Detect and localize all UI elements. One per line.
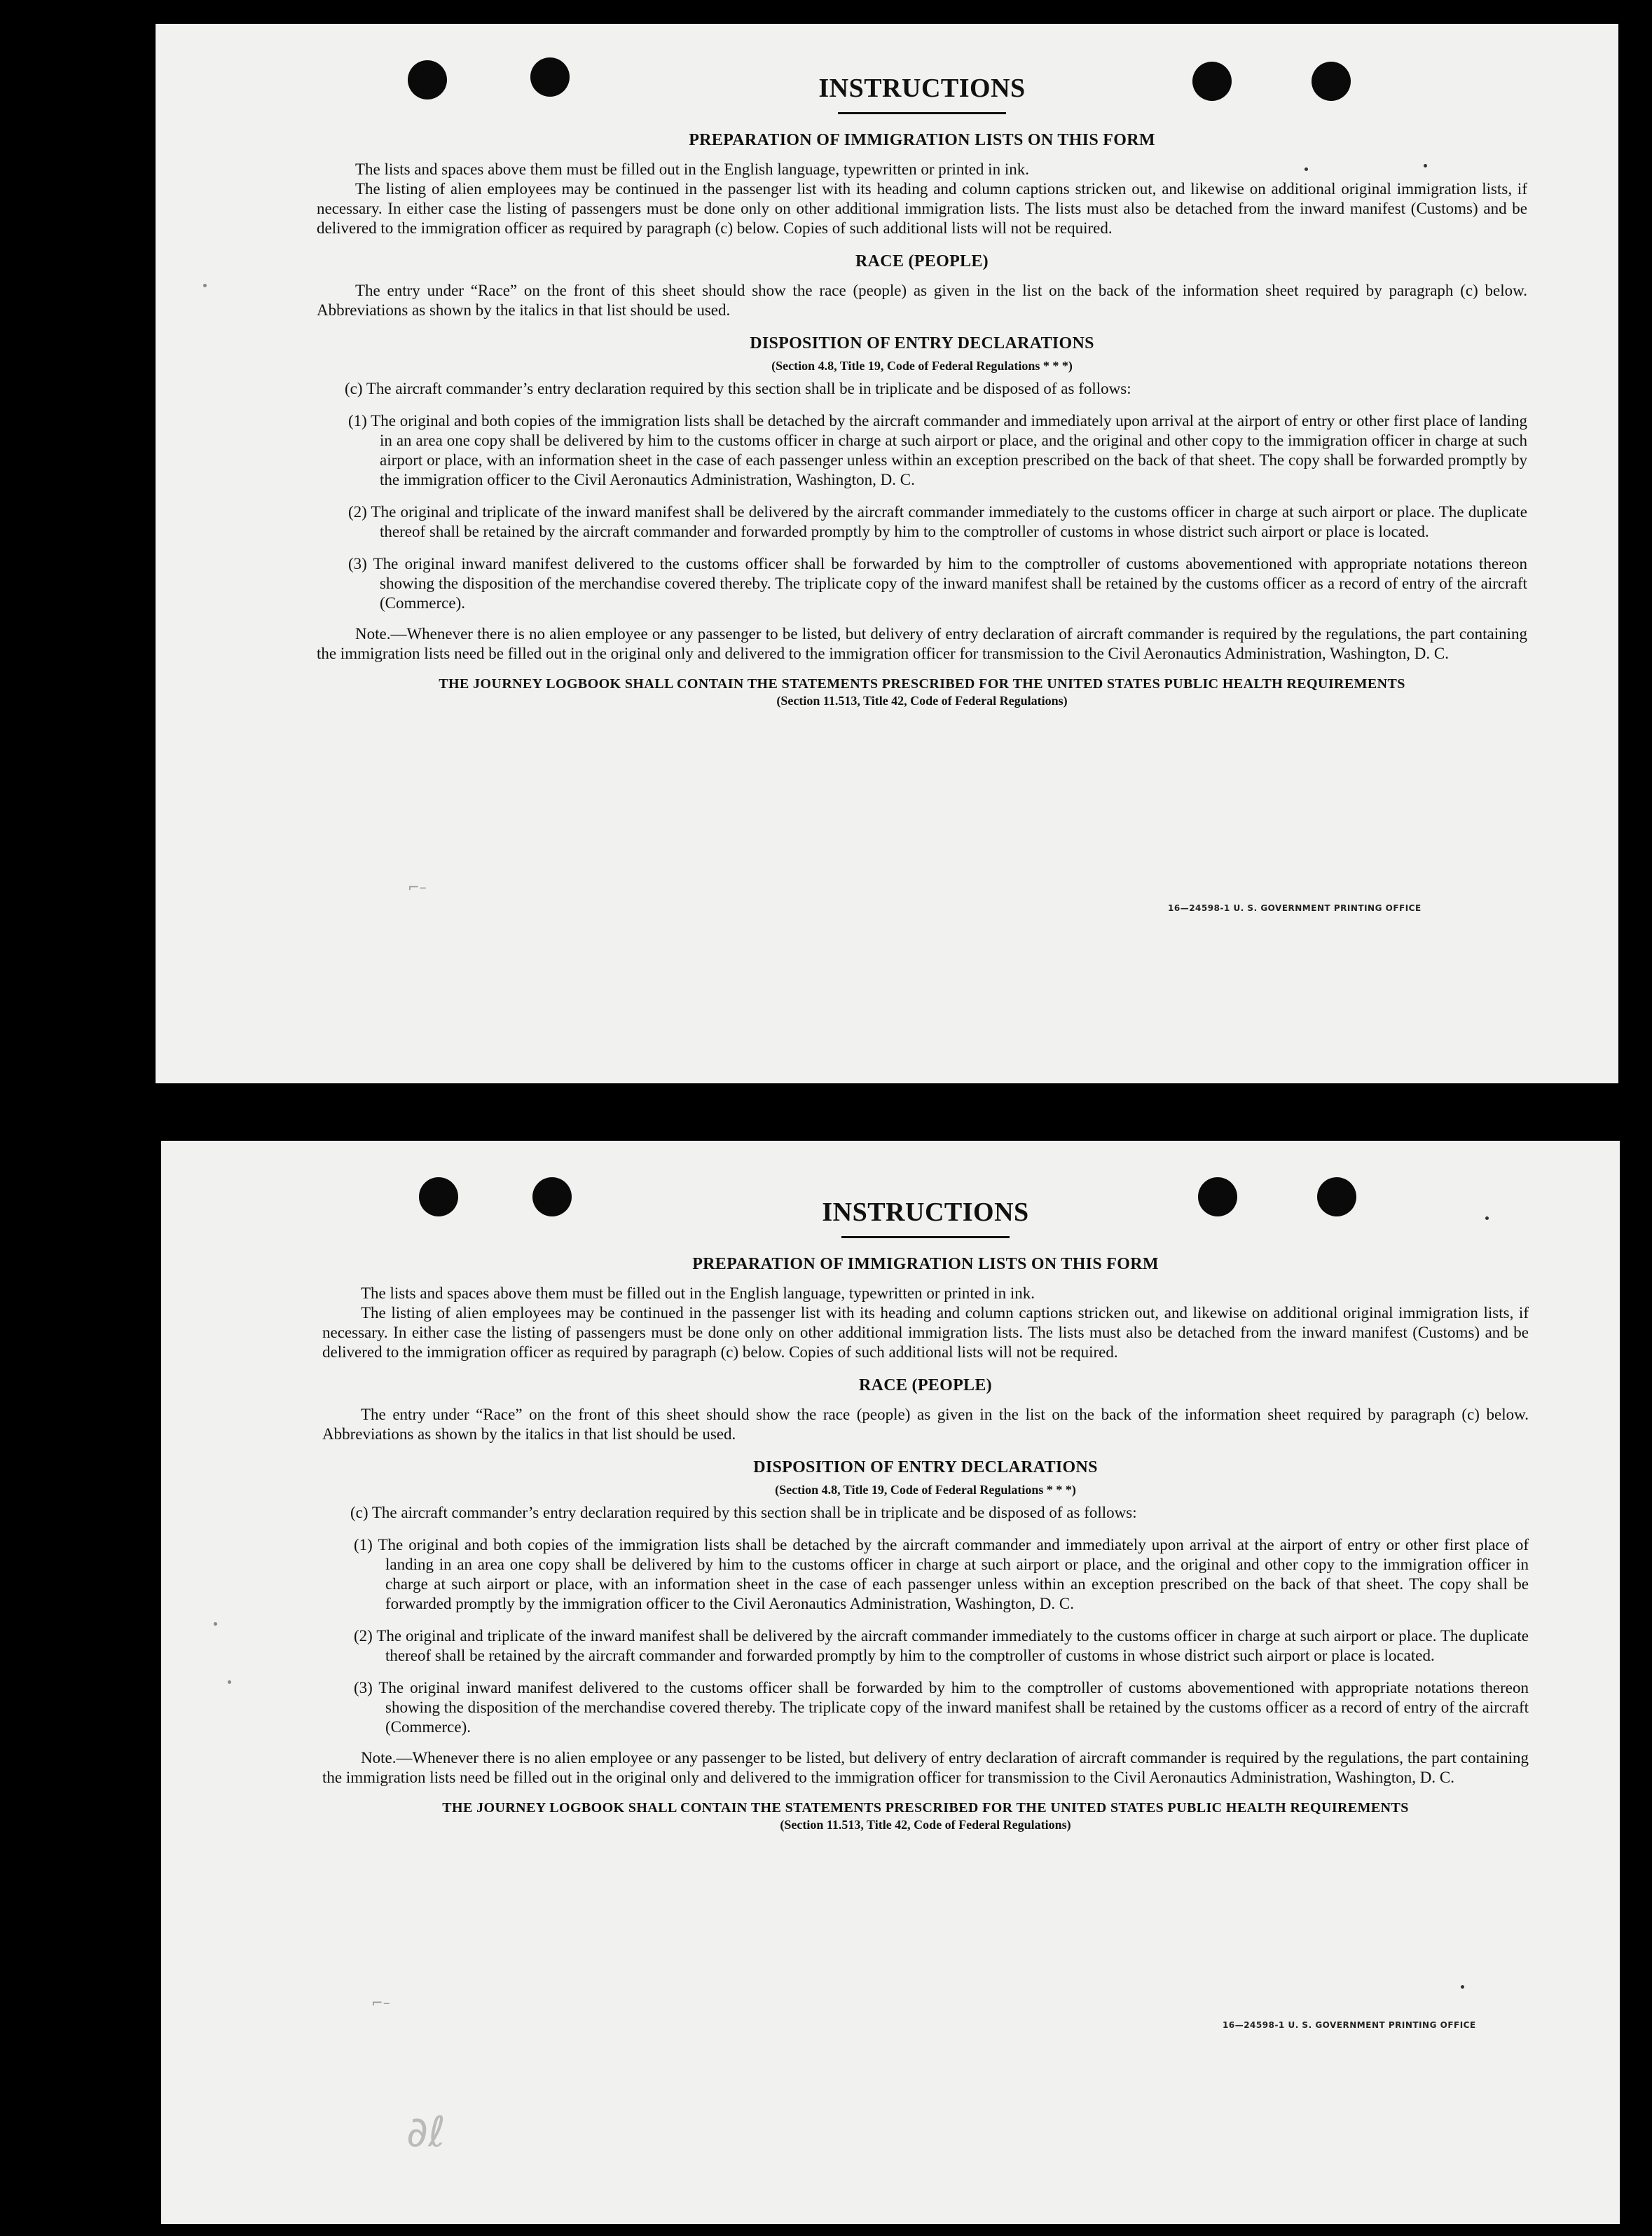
pencil-mark: ⌐– bbox=[371, 1994, 390, 2011]
section-heading-preparation: PREPARATION OF IMMIGRATION LISTS ON THIS FORM bbox=[689, 131, 1155, 149]
document-sheet-1 bbox=[156, 24, 1618, 1083]
title-rule bbox=[841, 1236, 1010, 1238]
section-heading-disposition: DISPOSITION OF ENTRY DECLARATIONS bbox=[753, 1458, 1098, 1476]
speck bbox=[1424, 164, 1427, 167]
section-citation: (Section 4.8, Title 19, Code of Federal Regulations * * *) bbox=[771, 359, 1073, 373]
paragraph-c: (c) The aircraft commander’s entry declaration required by this section shall be in triplicate and be disposed of as follows: bbox=[345, 380, 1131, 397]
list-item: (1) The original and both copies of the immigration lists shall be detached by the aircraft commander and immediately upon arrival at the airport of entry or other first place of landing in an area one copy shall be delivered by him to the customs officer in charge at such airport or place, and the original and other copy to the immigration officer in charge at such airport or place, with an information sheet in the case of each passenger unless within an exception prescribed on the back of that sheet. The copy shall be forwarded promptly by the immigration officer to the Civil Aeronautics Administration, Washington, D. C. bbox=[354, 1536, 1529, 1612]
pencil-scribble: ∂ℓ bbox=[406, 2108, 446, 2157]
section-heading-race: RACE (PEOPLE) bbox=[855, 252, 989, 270]
paragraph: The listing of alien employees may be continued in the passenger list with its heading and column captions stricken out, and likewise on additional original immigration lists, if necessary. In either case the listing of passengers must be done only on other additional immigration lists. The lists must also be detached from the inward manifest (Customs) and be delivered to the immigration officer as required by paragraph (c) below. Copies of such additional lists will not be required. bbox=[322, 1304, 1529, 1361]
speck bbox=[228, 1680, 231, 1684]
instructions-content bbox=[322, 1197, 1529, 1832]
instructions-content bbox=[317, 73, 1527, 708]
speck bbox=[1305, 167, 1308, 171]
list-item: (3) The original inward manifest delivered to the customs officer shall be forwarded by him to the comptroller of customs abovementioned with appropriate notations thereon showing the disposition of the merchandise covered thereby. The triplicate copy of the inward manifest shall be retained by the customs officer as a record of entry of the aircraft (Commerce). bbox=[348, 555, 1527, 612]
printer-imprint: 16—24598-1 U. S. GOVERNMENT PRINTING OFFICE bbox=[1168, 903, 1422, 913]
note-paragraph: Note.—Whenever there is no alien employee or any passenger to be listed, but delivery of entry declaration of aircraft commander is required by the regulations, the part containing the immigration lists need be filled out in the original only and delivered to the immigration officer for transmission to the Civil Aeronautics Administration, Washington, D. C. bbox=[317, 625, 1527, 662]
list-item: (2) The original and triplicate of the inward manifest shall be delivered by the aircraft commander immediately to the customs officer in charge at such airport or place. The duplicate thereof shall be retained by the aircraft commander and forwarded promptly by him to the comptroller of customs in whose district such airport or place is located. bbox=[348, 503, 1527, 540]
paragraph-c: (c) The aircraft commander’s entry declaration required by this section shall be in triplicate and be disposed of as follows: bbox=[350, 1504, 1137, 1521]
list-item: (3) The original inward manifest delivered to the customs officer shall be forwarded by him to the comptroller of customs abovementioned with appropriate notations thereon showing the disposition of the merchandise covered thereby. The triplicate copy of the inward manifest shall be retained by the customs officer as a record of entry of the aircraft (Commerce). bbox=[354, 1679, 1529, 1736]
footer-statement: THE JOURNEY LOGBOOK SHALL CONTAIN THE STATEMENTS PRESCRIBED FOR THE UNITED STATES PUBLIC HEALTH REQUIREMENTS bbox=[439, 676, 1405, 692]
page-title: INSTRUCTIONS bbox=[822, 1198, 1029, 1227]
section-heading-race: RACE (PEOPLE) bbox=[859, 1376, 992, 1394]
list-item: (2) The original and triplicate of the inward manifest shall be delivered by the aircraft commander immediately to the customs officer in charge at such airport or place. The duplicate thereof shall be retained by the aircraft commander and forwarded promptly by him to the comptroller of customs in whose district such airport or place is located. bbox=[354, 1627, 1529, 1664]
section-heading-preparation: PREPARATION OF IMMIGRATION LISTS ON THIS FORM bbox=[692, 1255, 1159, 1273]
footer-citation: (Section 11.513, Title 42, Code of Federal Regulations) bbox=[776, 694, 1068, 708]
title-rule bbox=[838, 112, 1006, 114]
printer-imprint: 16—24598-1 U. S. GOVERNMENT PRINTING OFFICE bbox=[1223, 2020, 1476, 2030]
paragraph: The entry under “Race” on the front of this sheet should show the race (people) as given in the list on the back of the information sheet required by paragraph (c) below. Abbreviations as shown by the italics in that list should be used. bbox=[317, 282, 1527, 319]
list-item: (1) The original and both copies of the immigration lists shall be detached by the aircraft commander and immediately upon arrival at the airport of entry or other first place of landing in an area one copy shall be delivered by him to the customs officer in charge at such airport or place, and the original and other copy to the immigration officer in charge at such airport or place, with an information sheet in the case of each passenger unless within an exception prescribed on the back of that sheet. The copy shall be forwarded promptly by the immigration officer to the Civil Aeronautics Administration, Washington, D. C. bbox=[348, 412, 1527, 488]
footer-citation: (Section 11.513, Title 42, Code of Federal Regulations) bbox=[780, 1818, 1071, 1832]
section-heading-disposition: DISPOSITION OF ENTRY DECLARATIONS bbox=[750, 334, 1094, 352]
paragraph: The entry under “Race” on the front of this sheet should show the race (people) as given in the list on the back of the information sheet required by paragraph (c) below. Abbreviations as shown by the italics in that list should be used. bbox=[322, 1406, 1529, 1443]
document-sheet-2 bbox=[161, 1141, 1620, 2224]
note-paragraph: Note.—Whenever there is no alien employee or any passenger to be listed, but delivery of entry declaration of aircraft commander is required by the regulations, the part containing the immigration lists need be filled out in the original only and delivered to the immigration officer for transmission to the Civil Aeronautics Administration, Washington, D. C. bbox=[322, 1749, 1529, 1786]
section-citation: (Section 4.8, Title 19, Code of Federal Regulations * * *) bbox=[775, 1483, 1076, 1497]
paragraph: The listing of alien employees may be continued in the passenger list with its heading and column captions stricken out, and likewise on additional original immigration lists, if necessary. In either case the listing of passengers must be done only on other additional immigration lists. The lists must also be detached from the inward manifest (Customs) and be delivered to the immigration officer as required by paragraph (c) below. Copies of such additional lists will not be required. bbox=[317, 180, 1527, 237]
page-title: INSTRUCTIONS bbox=[818, 74, 1026, 103]
speck bbox=[1485, 1216, 1489, 1220]
paragraph: The lists and spaces above them must be filled out in the English language, typewritten or printed in ink. bbox=[361, 1284, 1035, 1302]
paragraph: The lists and spaces above them must be filled out in the English language, typewritten or printed in ink. bbox=[355, 160, 1029, 178]
footer-statement: THE JOURNEY LOGBOOK SHALL CONTAIN THE STATEMENTS PRESCRIBED FOR THE UNITED STATES PUBLIC HEALTH REQUIREMENTS bbox=[442, 1800, 1409, 1816]
speck bbox=[214, 1622, 217, 1626]
pencil-mark: ⌐– bbox=[408, 879, 427, 896]
speck bbox=[1461, 1985, 1464, 1989]
speck bbox=[203, 284, 207, 287]
